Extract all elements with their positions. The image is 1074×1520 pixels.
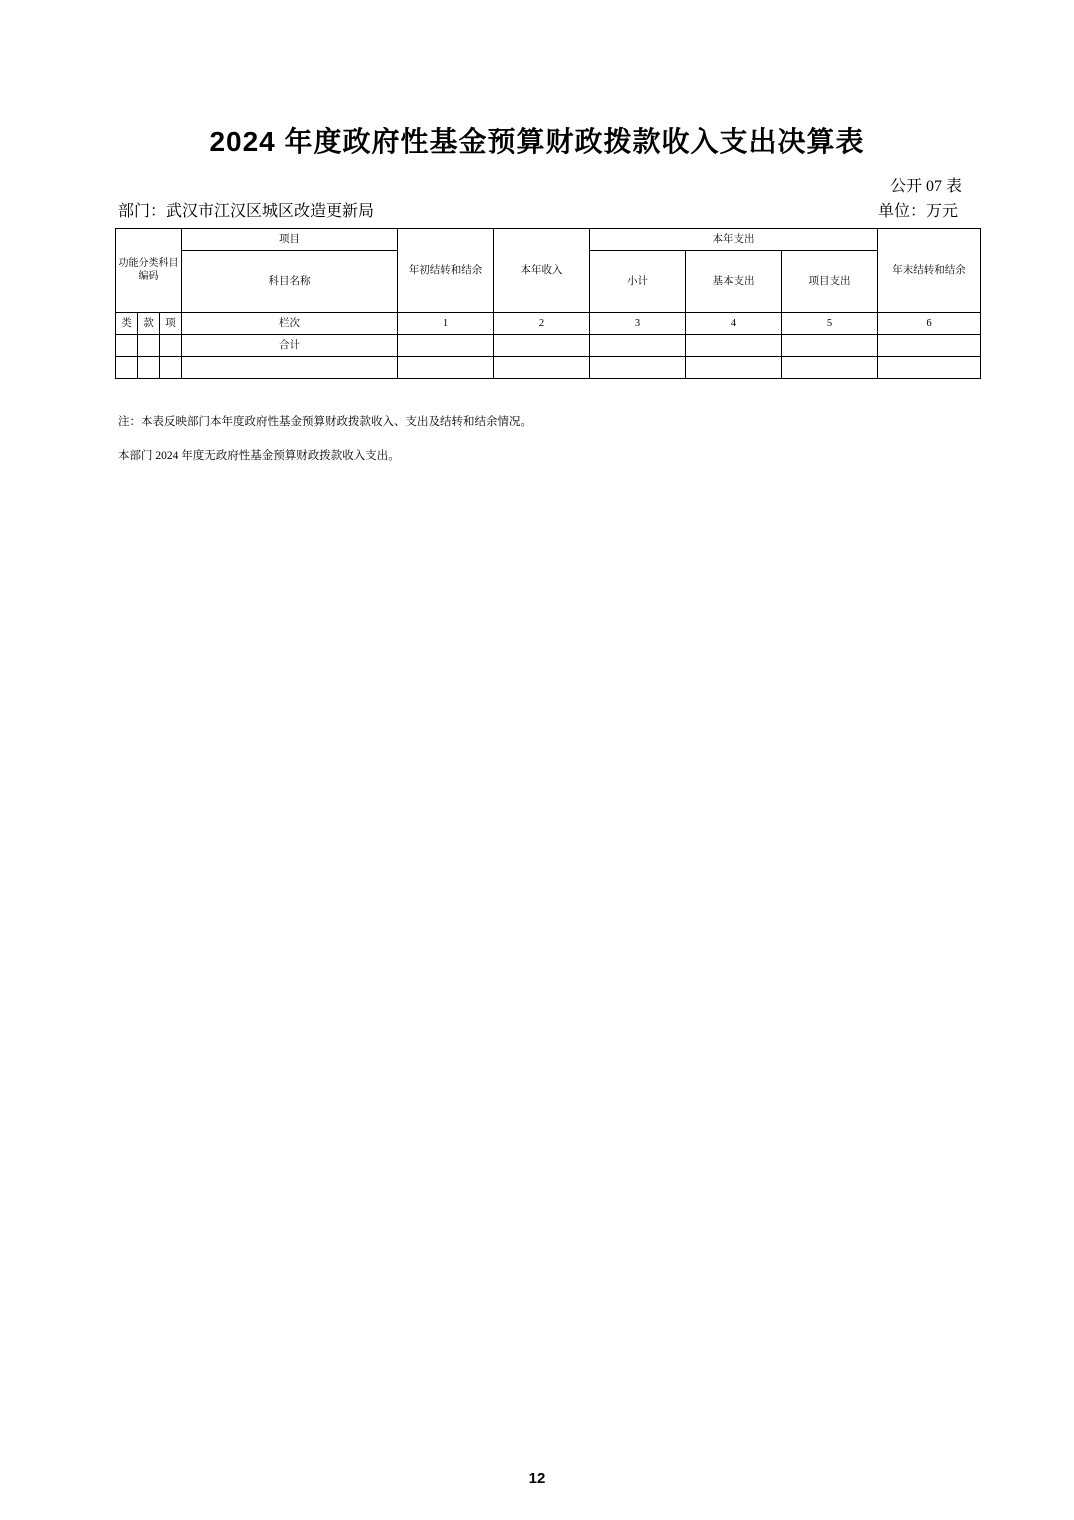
column-index-4: 4 <box>686 313 782 335</box>
table-note-2: 本部门 2024 年度无政府性基金预算财政拨款收入支出。 <box>118 450 400 462</box>
total-paragraph-cell <box>160 335 182 357</box>
row-basic-expenditure <box>686 357 782 379</box>
row-year-income <box>494 357 590 379</box>
header-basic-expenditure: 基本支出 <box>686 251 782 313</box>
column-index-3: 3 <box>590 313 686 335</box>
header-functional-code: 功能分类科目编码 <box>116 229 182 313</box>
row-section-cell <box>138 357 160 379</box>
column-index-label: 栏次 <box>182 313 398 335</box>
unit-label: 单位：万元 <box>877 203 958 220</box>
total-section-cell <box>138 335 160 357</box>
row-subtotal <box>590 357 686 379</box>
column-index-5: 5 <box>782 313 878 335</box>
header-subject-name: 科目名称 <box>182 251 398 313</box>
row-project-expenditure <box>782 357 878 379</box>
column-index-2: 2 <box>494 313 590 335</box>
total-class-cell <box>116 335 138 357</box>
meta-row <box>118 198 958 221</box>
form-code-label: 公开 07 表 <box>889 178 962 195</box>
table-column-index-row <box>116 313 981 335</box>
budget-table <box>115 228 981 379</box>
total-label: 合计 <box>182 335 398 357</box>
header-begin-balance: 年初结转和结余 <box>398 229 494 313</box>
department-label: 部门：武汉市江汉区城区改造更新局 <box>118 203 375 220</box>
header-item-group: 项目 <box>182 229 398 251</box>
column-index-6: 6 <box>878 313 981 335</box>
table-total-row <box>116 335 981 357</box>
total-year-income <box>494 335 590 357</box>
total-end-balance <box>878 335 981 357</box>
total-basic-expenditure <box>686 335 782 357</box>
header-end-balance: 年末结转和结余 <box>878 229 981 313</box>
row-subject-name <box>182 357 398 379</box>
header-subtotal: 小计 <box>590 251 686 313</box>
header-year-income: 本年收入 <box>494 229 590 313</box>
total-begin-balance <box>398 335 494 357</box>
total-project-expenditure <box>782 335 878 357</box>
header-paragraph: 项 <box>160 313 182 335</box>
header-section: 款 <box>138 313 160 335</box>
row-paragraph-cell <box>160 357 182 379</box>
row-begin-balance <box>398 357 494 379</box>
header-class: 类 <box>116 313 138 335</box>
page-title: 2024 年度政府性基金预算财政拨款收入支出决算表 <box>209 126 865 157</box>
table-note-1: 注：本表反映部门本年度政府性基金预算财政拨款收入、支出及结转和结余情况。 <box>118 416 532 428</box>
total-subtotal <box>590 335 686 357</box>
row-class-cell <box>116 357 138 379</box>
page-number: 12 <box>528 1470 546 1487</box>
header-project-expenditure: 项目支出 <box>782 251 878 313</box>
header-year-expenditure: 本年支出 <box>590 229 878 251</box>
column-index-1: 1 <box>398 313 494 335</box>
row-end-balance <box>878 357 981 379</box>
table-header-row-1 <box>116 229 981 251</box>
table-row <box>116 357 981 379</box>
